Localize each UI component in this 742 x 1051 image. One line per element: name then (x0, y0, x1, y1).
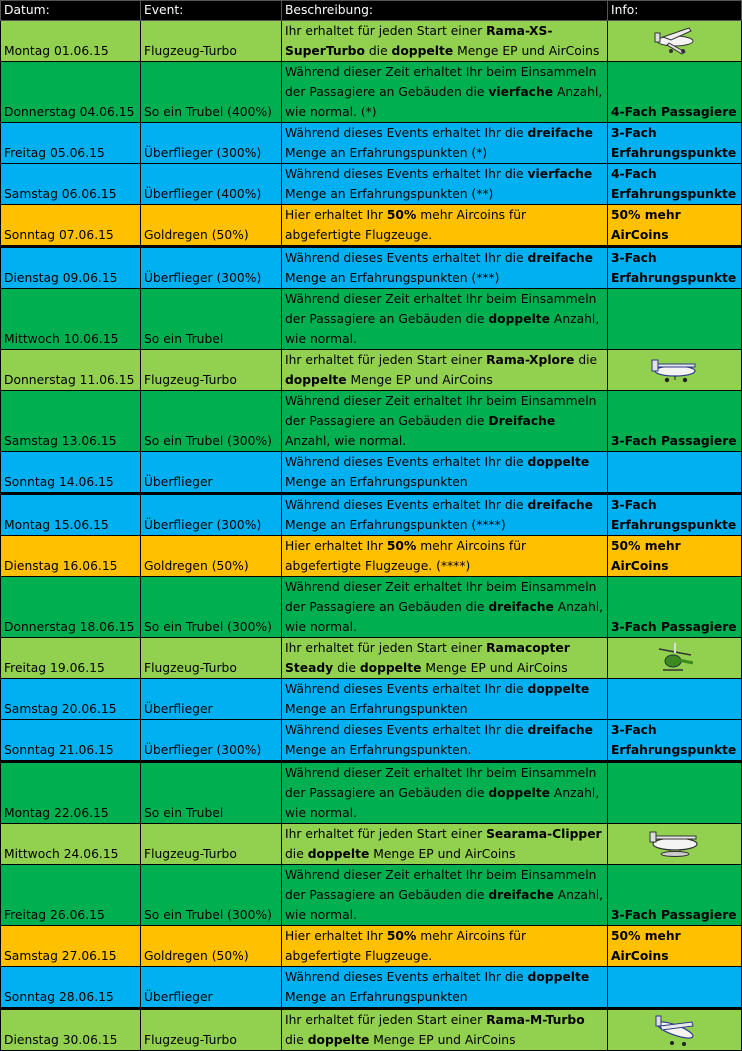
cell-description (282, 21, 608, 62)
table-row (1, 762, 742, 824)
table-row (1, 289, 742, 350)
cell-event: Flugzeug-Turbo (141, 638, 282, 679)
description-text: mehr Aircoins für abgefertigte Flugzeuge. (285, 208, 527, 242)
cell-event: Flugzeug-Turbo (141, 1009, 282, 1051)
cell-date: Freitag 19.06.15 (1, 638, 141, 679)
description-emphasis: dreifache (527, 251, 593, 265)
cell-description (282, 679, 608, 720)
cell-event: So ein Trubel (300%) (141, 865, 282, 926)
table-header (1, 1, 742, 21)
cell-info: 3-Fach Erfahrungspunkte (608, 720, 742, 762)
description-text: Während dieses Events erhaltet Ihr die (285, 682, 528, 696)
cell-event: Überflieger (141, 679, 282, 720)
table-row (1, 21, 742, 62)
description-emphasis: doppelte (488, 786, 551, 800)
description-emphasis: vierfache (488, 85, 554, 99)
cell-description (282, 865, 608, 926)
description-emphasis: 50% (386, 929, 417, 943)
description-text: Menge an Erfahrungspunkten (285, 702, 468, 716)
plane-xplore-icon (647, 354, 703, 386)
description-text: Anzahl, wie normal. (285, 888, 604, 922)
header-description: Beschreibung: (282, 1, 608, 21)
table-row (1, 123, 742, 164)
table-row (1, 62, 742, 123)
cell-info (608, 762, 742, 824)
description-emphasis: doppelte (488, 312, 551, 326)
description-text: Während dieses Events erhaltet Ihr die (285, 723, 528, 737)
cell-date: Sonntag 21.06.15 (1, 720, 141, 762)
cell-date: Sonntag 14.06.15 (1, 452, 141, 494)
description-emphasis: doppelte (307, 1033, 370, 1047)
seaplane-icon (646, 828, 704, 860)
cell-date: Donnerstag 11.06.15 (1, 350, 141, 391)
description-text: Während dieser Zeit erhaltet Ihr beim Einsammeln der Passagiere an Gebäuden die (285, 292, 597, 326)
cell-date: Donnerstag 04.06.15 (1, 62, 141, 123)
description-text: Während dieses Events erhaltet Ihr die (285, 455, 528, 469)
description-emphasis: Rama-XS-SuperTurbo (285, 24, 553, 58)
description-text: Menge EP und AirCoins (369, 1033, 516, 1047)
description-text: Während dieses Events erhaltet Ihr die (285, 167, 528, 181)
cell-description (282, 926, 608, 967)
description-text: Anzahl, wie normal. (285, 312, 600, 346)
description-text: Während dieses Events erhaltet Ihr die (285, 498, 528, 512)
description-text: Menge an Erfahrungspunkten (****) (285, 518, 506, 532)
description-emphasis: vierfache (527, 167, 593, 181)
description-emphasis: dreifache (527, 498, 593, 512)
table-row (1, 638, 742, 679)
cell-event: So ein Trubel (141, 762, 282, 824)
description-text: mehr Aircoins für abgefertigte Flugzeuge. (****) (285, 539, 527, 573)
cell-info: 3-Fach Passagiere (608, 577, 742, 638)
cell-description (282, 1009, 608, 1051)
header-date: Datum: (1, 1, 141, 21)
description-text: Während dieser Zeit erhaltet Ihr beim Einsammeln der Passagiere an Gebäuden die (285, 580, 597, 614)
table-row (1, 205, 742, 247)
cell-event: Überflieger (300%) (141, 123, 282, 164)
description-text: Menge EP und AirCoins (453, 44, 600, 58)
cell-info: 4-Fach Passagiere (608, 62, 742, 123)
description-text: Anzahl, wie normal. (285, 434, 407, 448)
description-text: die (333, 661, 360, 675)
table-row (1, 164, 742, 205)
description-emphasis: dreifache (527, 723, 593, 737)
cell-date: Freitag 05.06.15 (1, 123, 141, 164)
description-text: Ihr erhaltet für jeden Start einer (285, 1013, 487, 1027)
cell-description (282, 824, 608, 865)
helicopter-icon (651, 641, 699, 675)
description-text: Menge an Erfahrungspunkten. (285, 743, 472, 757)
table-row (1, 720, 742, 762)
description-emphasis: dreifache (527, 126, 593, 140)
cell-date: Dienstag 09.06.15 (1, 247, 141, 289)
description-text: Menge an Erfahrungspunkten (*) (285, 146, 488, 160)
cell-description (282, 391, 608, 452)
cell-info (608, 452, 742, 494)
cell-date: Sonntag 28.06.15 (1, 967, 141, 1009)
cell-event: Überflieger (141, 967, 282, 1009)
cell-date: Samstag 06.06.15 (1, 164, 141, 205)
cell-info (608, 21, 742, 62)
description-text: Ihr erhaltet für jeden Start einer (285, 353, 487, 367)
cell-description (282, 638, 608, 679)
description-text: Hier erhaltet Ihr (285, 208, 387, 222)
description-text: Ihr erhaltet für jeden Start einer (285, 24, 487, 38)
table-row (1, 1009, 742, 1051)
cell-info: 3-Fach Passagiere (608, 865, 742, 926)
cell-event: Überflieger (300%) (141, 720, 282, 762)
description-emphasis: doppelte (285, 373, 347, 387)
cell-date: Sonntag 07.06.15 (1, 205, 141, 247)
description-emphasis: doppelte (359, 661, 422, 675)
cell-event: Flugzeug-Turbo (141, 350, 282, 391)
description-text: Menge an Erfahrungspunkten (**) (285, 187, 494, 201)
description-text: die (285, 1033, 308, 1047)
description-text: Während dieses Events erhaltet Ihr die (285, 126, 528, 140)
cell-description (282, 62, 608, 123)
cell-info (608, 638, 742, 679)
cell-date: Montag 15.06.15 (1, 494, 141, 536)
cell-event: Überflieger (141, 452, 282, 494)
cell-description (282, 350, 608, 391)
cell-event: Goldregen (50%) (141, 926, 282, 967)
header-event: Event: (141, 1, 282, 21)
description-text: Ihr erhaltet für jeden Start einer (285, 641, 487, 655)
description-text: die (574, 353, 598, 367)
table-row (1, 577, 742, 638)
cell-description (282, 205, 608, 247)
description-text: Anzahl, wie normal. (285, 786, 600, 820)
cell-info: 50% mehr AirCoins (608, 536, 742, 577)
cell-info: 50% mehr AirCoins (608, 205, 742, 247)
cell-info: 3-Fach Erfahrungspunkte (608, 123, 742, 164)
description-emphasis: 50% (386, 208, 417, 222)
cell-date: Samstag 27.06.15 (1, 926, 141, 967)
table-row (1, 967, 742, 1009)
cell-info (608, 679, 742, 720)
description-text: Während dieser Zeit erhaltet Ihr beim Einsammeln der Passagiere an Gebäuden die (285, 868, 597, 902)
description-emphasis: doppelte (527, 970, 590, 984)
cell-description (282, 247, 608, 289)
header-info: Info: (608, 1, 742, 21)
cell-description (282, 762, 608, 824)
table-row (1, 824, 742, 865)
description-text: Hier erhaltet Ihr (285, 539, 387, 553)
description-text: Während dieser Zeit erhaltet Ihr beim Einsammeln der Passagiere an Gebäuden die (285, 394, 597, 428)
description-text: Anzahl, wie normal. (285, 600, 604, 634)
cell-date: Dienstag 16.06.15 (1, 536, 141, 577)
cell-event: So ein Trubel (300%) (141, 391, 282, 452)
cell-info (608, 1009, 742, 1051)
cell-description (282, 123, 608, 164)
cell-description (282, 720, 608, 762)
cell-event: Überflieger (300%) (141, 494, 282, 536)
cell-date: Montag 01.06.15 (1, 21, 141, 62)
cell-date: Mittwoch 24.06.15 (1, 824, 141, 865)
description-text: die (285, 847, 308, 861)
table-row (1, 350, 742, 391)
description-text: Ihr erhaltet für jeden Start einer (285, 827, 487, 841)
description-emphasis: Rama-Xplore (486, 353, 575, 367)
cell-date: Dienstag 30.06.15 (1, 1009, 141, 1051)
table-row (1, 926, 742, 967)
table-row (1, 494, 742, 536)
cell-event: So ein Trubel (141, 289, 282, 350)
cell-description (282, 577, 608, 638)
description-text: Menge EP und AirCoins (369, 847, 516, 861)
description-text: Während dieses Events erhaltet Ihr die (285, 251, 528, 265)
description-text: Während dieser Zeit erhaltet Ihr beim Einsammeln der Passagiere an Gebäuden die (285, 766, 597, 800)
table-body (1, 21, 742, 1051)
cell-event: Überflieger (300%) (141, 247, 282, 289)
cell-event: Flugzeug-Turbo (141, 21, 282, 62)
cell-description (282, 536, 608, 577)
description-text: Während dieses Events erhaltet Ihr die (285, 970, 528, 984)
table-row (1, 452, 742, 494)
cell-event: Goldregen (50%) (141, 205, 282, 247)
cell-description (282, 164, 608, 205)
cell-event: Flugzeug-Turbo (141, 824, 282, 865)
table-row (1, 865, 742, 926)
cell-event: Überflieger (400%) (141, 164, 282, 205)
description-emphasis: Searama-Clipper (486, 827, 602, 841)
cell-description (282, 967, 608, 1009)
description-emphasis: doppelte (527, 455, 590, 469)
table-row (1, 679, 742, 720)
description-text: Menge an Erfahrungspunkten (285, 990, 468, 1004)
description-emphasis: dreifache (488, 888, 554, 902)
plane-mturbo-icon (648, 1012, 702, 1048)
cell-date: Freitag 26.06.15 (1, 865, 141, 926)
cell-date: Samstag 20.06.15 (1, 679, 141, 720)
cell-date: Mittwoch 10.06.15 (1, 289, 141, 350)
description-emphasis: Rama-M-Turbo (486, 1013, 585, 1027)
cell-info: 3-Fach Erfahrungspunkte (608, 247, 742, 289)
cell-info (608, 967, 742, 1009)
description-emphasis: Ramacopter Steady (285, 641, 570, 675)
description-emphasis: doppelte (391, 44, 454, 58)
description-text: Menge EP und AirCoins (346, 373, 493, 387)
cell-info (608, 824, 742, 865)
description-text: Während dieser Zeit erhaltet Ihr beim Einsammeln der Passagiere an Gebäuden die (285, 65, 597, 99)
cell-date: Samstag 13.06.15 (1, 391, 141, 452)
cell-event: So ein Trubel (400%) (141, 62, 282, 123)
description-text: Menge an Erfahrungspunkten (***) (285, 271, 500, 285)
table-row (1, 391, 742, 452)
description-emphasis: doppelte (527, 682, 590, 696)
plane-small-icon (649, 24, 701, 58)
cell-info: 3-Fach Erfahrungspunkte (608, 494, 742, 536)
cell-description (282, 289, 608, 350)
cell-info: 3-Fach Passagiere (608, 391, 742, 452)
cell-description (282, 494, 608, 536)
description-emphasis: dreifache (488, 600, 554, 614)
description-text: Menge an Erfahrungspunkten (285, 475, 468, 489)
cell-date: Donnerstag 18.06.15 (1, 577, 141, 638)
description-emphasis: doppelte (307, 847, 370, 861)
cell-info (608, 289, 742, 350)
description-emphasis: 50% (386, 539, 417, 553)
description-text: die (364, 44, 392, 58)
description-text: Menge EP und AirCoins (421, 661, 568, 675)
description-text: Hier erhaltet Ihr (285, 929, 387, 943)
cell-event: So ein Trubel (300%) (141, 577, 282, 638)
description-emphasis: Dreifache (488, 414, 556, 428)
cell-info: 50% mehr AirCoins (608, 926, 742, 967)
table-row (1, 536, 742, 577)
table-row (1, 247, 742, 289)
cell-event: Goldregen (50%) (141, 536, 282, 577)
cell-description (282, 452, 608, 494)
description-text: Anzahl, wie normal. (*) (285, 85, 603, 119)
cell-date: Montag 22.06.15 (1, 762, 141, 824)
cell-info (608, 350, 742, 391)
description-text: mehr Aircoins für abgefertigte Flugzeuge. (285, 929, 527, 963)
cell-info: 4-Fach Erfahrungspunkte (608, 164, 742, 205)
